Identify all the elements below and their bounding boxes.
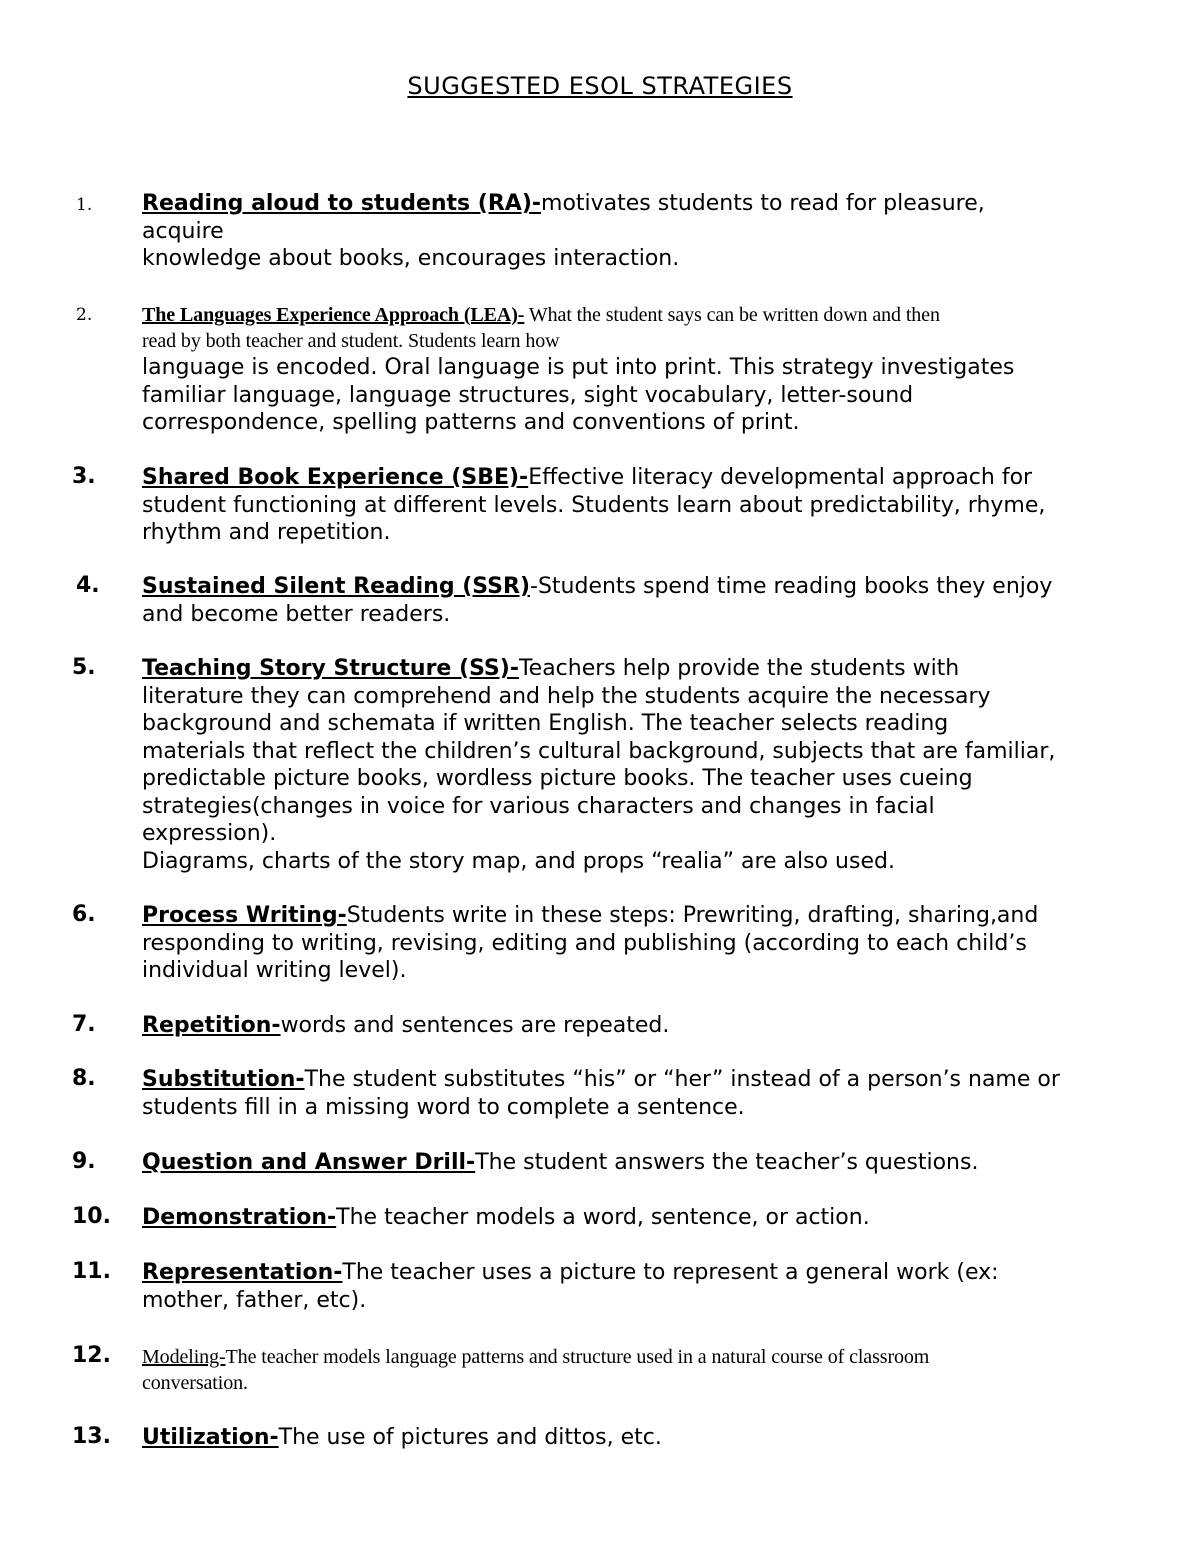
item-body xyxy=(142,1149,1142,1177)
item-text: Teachers help provide the students with xyxy=(518,656,960,681)
item-text: materials that reflect the children’s cultural background, subjects that are familiar, xyxy=(142,738,1056,764)
item-text: Effective literacy developmental approach for xyxy=(528,465,1033,490)
item-term: Representation- xyxy=(142,1260,343,1285)
item-text: mother, father, etc). xyxy=(142,1287,367,1313)
item-body xyxy=(142,190,1142,273)
item-term: Utilization- xyxy=(142,1425,279,1450)
item-text: -Students spend time reading books they enjoy xyxy=(530,574,1053,599)
item-number: 6. xyxy=(72,902,96,927)
item-number: 12. xyxy=(72,1343,111,1368)
item-term: Shared Book Experience (SBE)- xyxy=(142,465,529,490)
item-text: student functioning at different levels. Students learn about predictability, rhyme, xyxy=(142,492,1046,518)
item-text: familiar language, language structures, sight vocabulary, letter-sound xyxy=(142,382,914,408)
item-term: Substitution- xyxy=(142,1067,305,1092)
item-number: 1. xyxy=(76,195,93,215)
item-term: The Languages Experience Approach (LEA)- xyxy=(142,304,525,326)
item-number: 3. xyxy=(72,464,96,489)
item-text: background and schemata if written English. The teacher selects reading xyxy=(142,711,949,736)
item-number: 7. xyxy=(72,1012,96,1037)
item-body xyxy=(142,902,1142,985)
item-text: expression). xyxy=(142,821,277,846)
item-text: The teacher uses a picture to represent a general work (ex: xyxy=(342,1260,999,1285)
item-number: 5. xyxy=(72,655,96,680)
item-text: Students write in these steps: Prewriting, drafting, sharing,and xyxy=(346,903,1039,928)
item-number: 11. xyxy=(72,1259,111,1284)
item-text: predictable picture books, wordless picture books. The teacher uses cueing xyxy=(142,766,973,791)
document-title: SUGGESTED ESOL STRATEGIES xyxy=(407,72,793,100)
item-body xyxy=(142,1012,1142,1040)
item-text: read by both teacher and student. Students learn how xyxy=(142,330,560,352)
item-text: correspondence, spelling patterns and conventions of print. xyxy=(142,410,800,435)
item-text: individual writing level). xyxy=(142,958,407,983)
item-text: The student answers the teacher’s questions. xyxy=(475,1150,979,1175)
item-body xyxy=(142,1424,1142,1452)
item-text: motivates students to read for pleasure, xyxy=(541,191,985,216)
item-term: Repetition- xyxy=(142,1013,281,1038)
item-term: Demonstration- xyxy=(142,1205,337,1230)
item-term: Teaching Story Structure (SS)- xyxy=(142,656,519,681)
item-text: literature they can comprehend and help the students acquire the necessary xyxy=(142,683,991,709)
item-text: rhythm and repetition. xyxy=(142,520,391,545)
item-number: 10. xyxy=(72,1204,111,1229)
item-body xyxy=(142,655,1142,875)
item-text: strategies(changes in voice for various characters and changes in facial xyxy=(142,793,935,819)
item-text: language is encoded. Oral language is put into print. This strategy investigates xyxy=(142,355,1015,380)
item-body xyxy=(142,1344,1142,1396)
item-body xyxy=(142,573,1142,628)
item-text: responding to writing, revising, editing and publishing (according to each child’s xyxy=(142,930,1027,956)
item-text: conversation. xyxy=(142,1372,248,1394)
item-term: Process Writing- xyxy=(142,903,347,928)
item-text: The student substitutes “his” or “her” instead of a person’s name or xyxy=(304,1067,1060,1092)
item-term: Reading aloud to students (RA)- xyxy=(142,191,542,216)
item-text: The teacher models language patterns and structure used in a natural course of classroom xyxy=(225,1346,930,1368)
item-text: What the student says can be written down and then xyxy=(524,304,940,326)
item-body xyxy=(142,1204,1142,1232)
item-number: 2. xyxy=(76,305,93,325)
item-text: words and sentences are repeated. xyxy=(280,1013,670,1038)
item-number: 9. xyxy=(72,1149,96,1174)
item-text: Diagrams, charts of the story map, and props “realia” are also used. xyxy=(142,848,895,874)
item-number: 8. xyxy=(72,1066,96,1091)
item-text: students fill in a missing word to complete a sentence. xyxy=(142,1094,745,1120)
item-text: and become better readers. xyxy=(142,601,451,627)
item-number: 13. xyxy=(72,1424,111,1449)
item-body xyxy=(142,302,1142,437)
item-text: knowledge about books, encourages interaction. xyxy=(142,246,680,271)
item-term: Question and Answer Drill- xyxy=(142,1150,476,1175)
item-body xyxy=(142,1259,1142,1314)
item-body xyxy=(142,464,1142,547)
item-text: The use of pictures and dittos, etc. xyxy=(278,1425,662,1450)
item-term: Sustained Silent Reading (SSR) xyxy=(142,574,530,599)
item-text: The teacher models a word, sentence, or action. xyxy=(336,1205,870,1230)
item-text: acquire xyxy=(142,218,224,244)
item-term: Modeling- xyxy=(142,1346,226,1368)
item-body xyxy=(142,1066,1142,1121)
item-number: 4. xyxy=(76,573,100,598)
